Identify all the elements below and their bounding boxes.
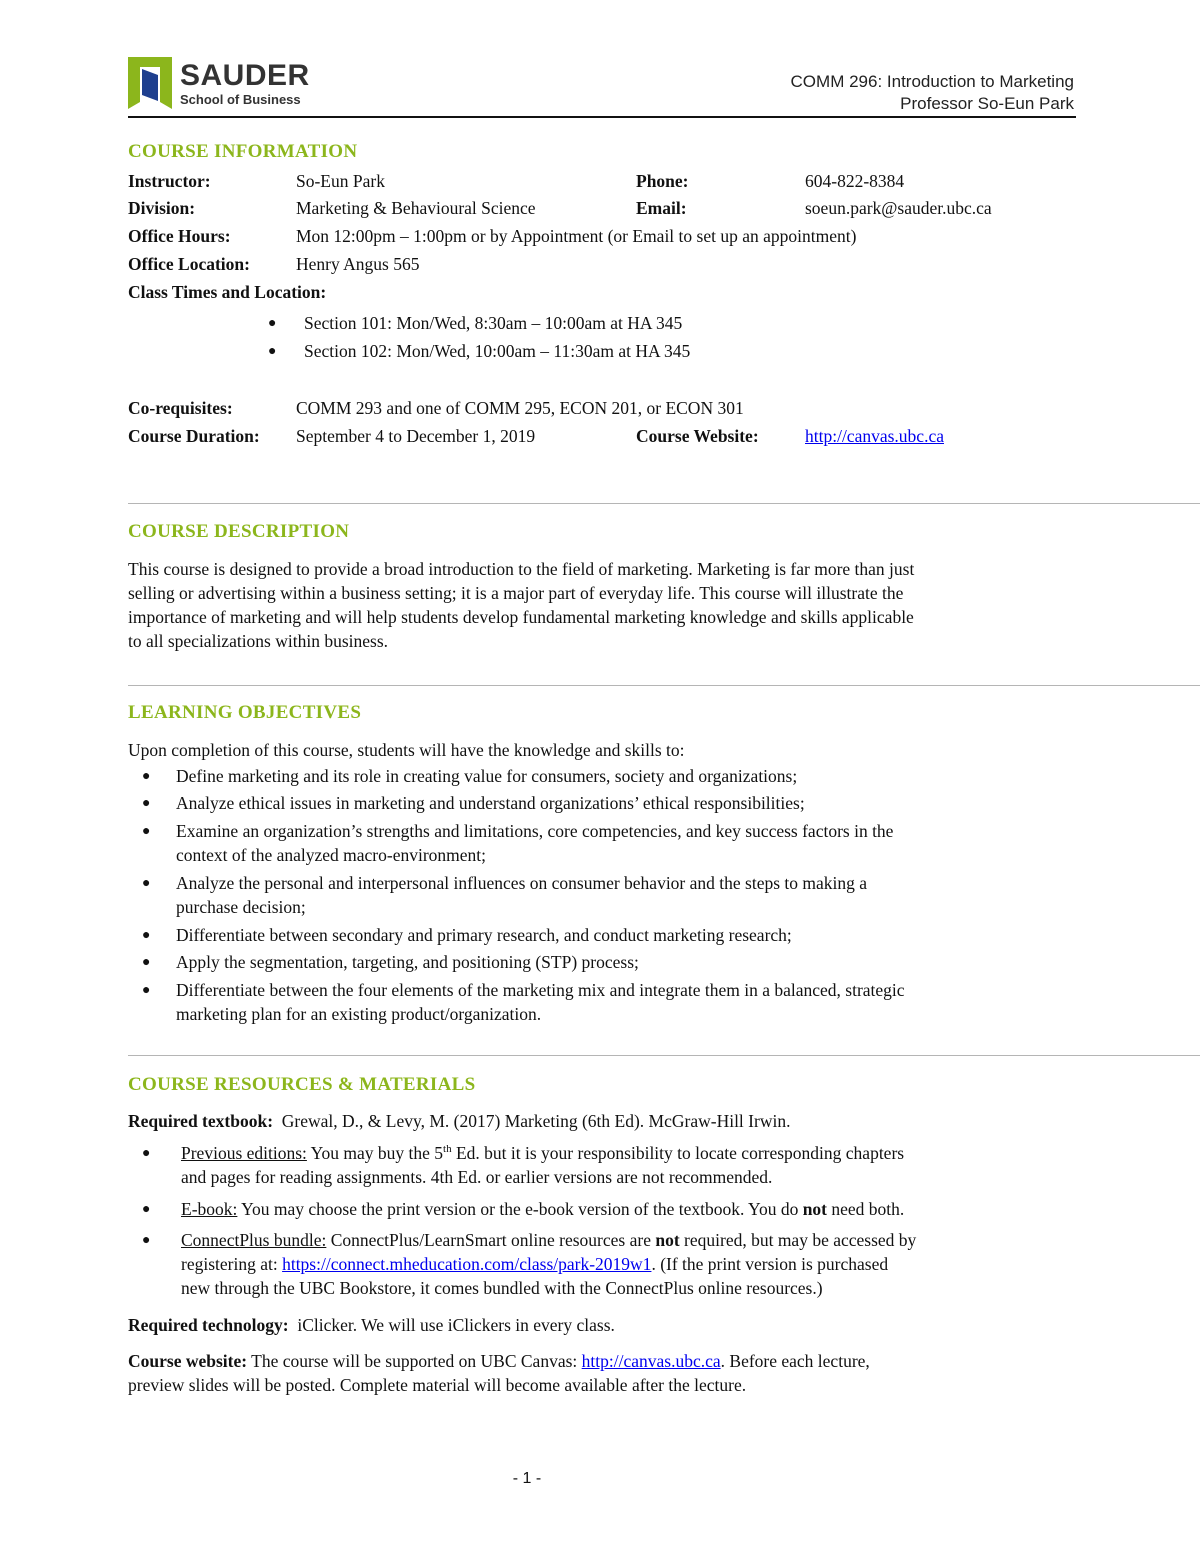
connect-link[interactable]: https://connect.mheducation.com/class/park-2019w1 [282,1254,652,1274]
bullet-icon: ● [142,1146,151,1161]
section-item: Section 102: Mon/Wed, 10:00am – 11:30am at HA 345 [304,341,691,361]
connect-line [181,1230,916,1251]
office-location-label: Office Location: [128,254,250,274]
section-divider [128,1055,1200,1056]
instructor-value: So-Eun Park [296,171,385,191]
coreq-label: Co-requisites: [128,398,233,418]
course-website-text-2: . Before each lecture, [720,1351,870,1371]
bullet-icon: ● [142,769,151,784]
ebook-text: You may choose the print version or the e-book version of the textbook. You do [241,1199,799,1219]
learning-objectives-heading: LEARNING OBJECTIVES [128,702,362,723]
bullet-icon: ● [142,796,151,811]
previous-editions-line-2: and pages for reading assignments. 4th Ed. or earlier versions are not recommended. [181,1167,773,1187]
course-website-label: Course website: [128,1351,248,1371]
connect-text: ConnectPlus/LearnSmart online resources are [330,1230,651,1250]
logo-name: SAUDER [180,59,310,92]
technology-label: Required technology: [128,1315,289,1335]
bullet-icon: ● [142,955,151,970]
class-times-label: Class Times and Location: [128,282,327,302]
textbook-line [128,1111,790,1132]
connect-text-2: required, but may be accessed by [684,1230,917,1250]
ebook-not: not [802,1199,828,1219]
duration-value: September 4 to December 1, 2019 [296,426,536,446]
objective-item: Differentiate between secondary and primary research, and conduct marketing research; [176,925,792,945]
phone-label: Phone: [636,171,689,191]
objective-item: Analyze ethical issues in marketing and understand organizations’ ethical responsibilities; [176,793,805,813]
bullet-icon: ● [268,344,277,359]
office-hours-label: Office Hours: [128,226,231,246]
course-website-text: The course will be supported on UBC Canvas: [251,1351,578,1371]
ebook-line [181,1199,904,1220]
course-website-line [128,1351,870,1372]
description-line: importance of marketing and will help students develop fundamental marketing knowledge and skills applicable [128,607,914,627]
objective-item-continued: purchase decision; [176,897,306,917]
connect-not: not [655,1230,680,1250]
duration-label: Course Duration: [128,426,260,446]
section-item: Section 101: Mon/Wed, 8:30am – 10:00am at HA 345 [304,313,683,333]
objective-item: Examine an organization’s strengths and limitations, core competencies, and key success factors in the [176,821,894,841]
email-value[interactable]: soeun.park@sauder.ubc.ca [805,198,992,218]
technology-line [128,1315,615,1336]
connect-text-3: registering at: [181,1254,278,1274]
bullet-icon: ● [268,316,277,331]
course-description-heading: COURSE DESCRIPTION [128,521,350,542]
bullet-icon: ● [142,876,151,891]
description-line: to all specializations within business. [128,631,389,651]
office-location-value: Henry Angus 565 [296,254,420,274]
header-rule [128,116,1076,118]
section-divider [128,503,1200,504]
canvas-link[interactable]: http://canvas.ubc.ca [581,1351,721,1371]
page-number: - 1 - [512,1470,542,1487]
course-website-line-2: preview slides will be posted. Complete material will become available after the lecture. [128,1375,747,1395]
description-line: selling or advertising within a business setting; it is a major part of everyday life. This course will illustrate the [128,583,904,603]
previous-editions-line [181,1143,904,1164]
connect-line-2 [181,1254,888,1275]
bullet-icon: ● [142,928,151,943]
instructor-label: Instructor: [128,171,211,191]
logo-subtitle: School of Business [180,92,301,107]
coreq-value: COMM 293 and one of COMM 295, ECON 201, or ECON 301 [296,398,744,418]
ebook-label: E-book: [181,1199,238,1219]
textbook-label: Required textbook: [128,1111,274,1131]
ebook-text-2: need both. [831,1199,905,1219]
bullet-icon: ● [142,1202,151,1217]
header-info [791,71,1074,115]
objective-item: Define marketing and its role in creating value for consumers, society and organizations; [176,766,798,786]
connect-line-3: new through the UBC Bookstore, it comes bundled with the ConnectPlus online resources.) [181,1278,823,1298]
course-website-link[interactable]: http://canvas.ubc.ca [805,426,944,446]
objective-item: Analyze the personal and interpersonal influences on consumer behavior and the steps to making a [176,873,868,893]
sauder-logo-icon [128,57,172,109]
objective-item: Differentiate between the four elements of the marketing mix and integrate them in a balanced, strategic [176,980,905,1000]
bullet-icon: ● [142,1233,151,1248]
previous-editions-text: You may buy the 5 [310,1143,444,1163]
header-course: COMM 296: Introduction to Marketing [790,72,1074,91]
technology-value: iClicker. We will use iClickers in every class. [297,1315,615,1335]
office-hours-value: Mon 12:00pm – 1:00pm or by Appointment (or Email to set up an appointment) [296,226,857,246]
objectives-intro: Upon completion of this course, students will have the knowledge and skills to: [128,740,685,760]
superscript-th: th [443,1143,452,1156]
objective-item-continued: marketing plan for an existing product/organization. [176,1004,542,1024]
course-information-heading: COURSE INFORMATION [128,141,358,162]
bullet-icon: ● [142,983,151,998]
bullet-icon: ● [142,824,151,839]
logo [128,57,328,109]
email-label: Email: [636,198,687,218]
division-value: Marketing & Behavioural Science [296,198,536,218]
header-professor: Professor So-Eun Park [900,94,1074,113]
connect-text-4: . (If the print version is purchased [651,1254,889,1274]
previous-editions-label: Previous editions: [181,1143,307,1163]
connect-label: ConnectPlus bundle: [181,1230,327,1250]
phone-value: 604-822-8384 [805,171,905,191]
division-label: Division: [128,198,196,218]
objective-item-continued: context of the analyzed macro-environment; [176,845,487,865]
course-resources-heading: COURSE RESOURCES & MATERIALS [128,1074,476,1095]
previous-editions-text-2: Ed. but it is your responsibility to locate corresponding chapters [455,1143,905,1163]
description-line: This course is designed to provide a broad introduction to the field of marketing. Marketing is far more than just [128,559,915,579]
section-divider [128,685,1200,686]
textbook-value: Grewal, D., & Levy, M. (2017) Marketing (6th Ed). McGraw-Hill Irwin. [281,1111,791,1131]
objective-item: Apply the segmentation, targeting, and positioning (STP) process; [176,952,639,972]
website-label: Course Website: [636,426,759,446]
